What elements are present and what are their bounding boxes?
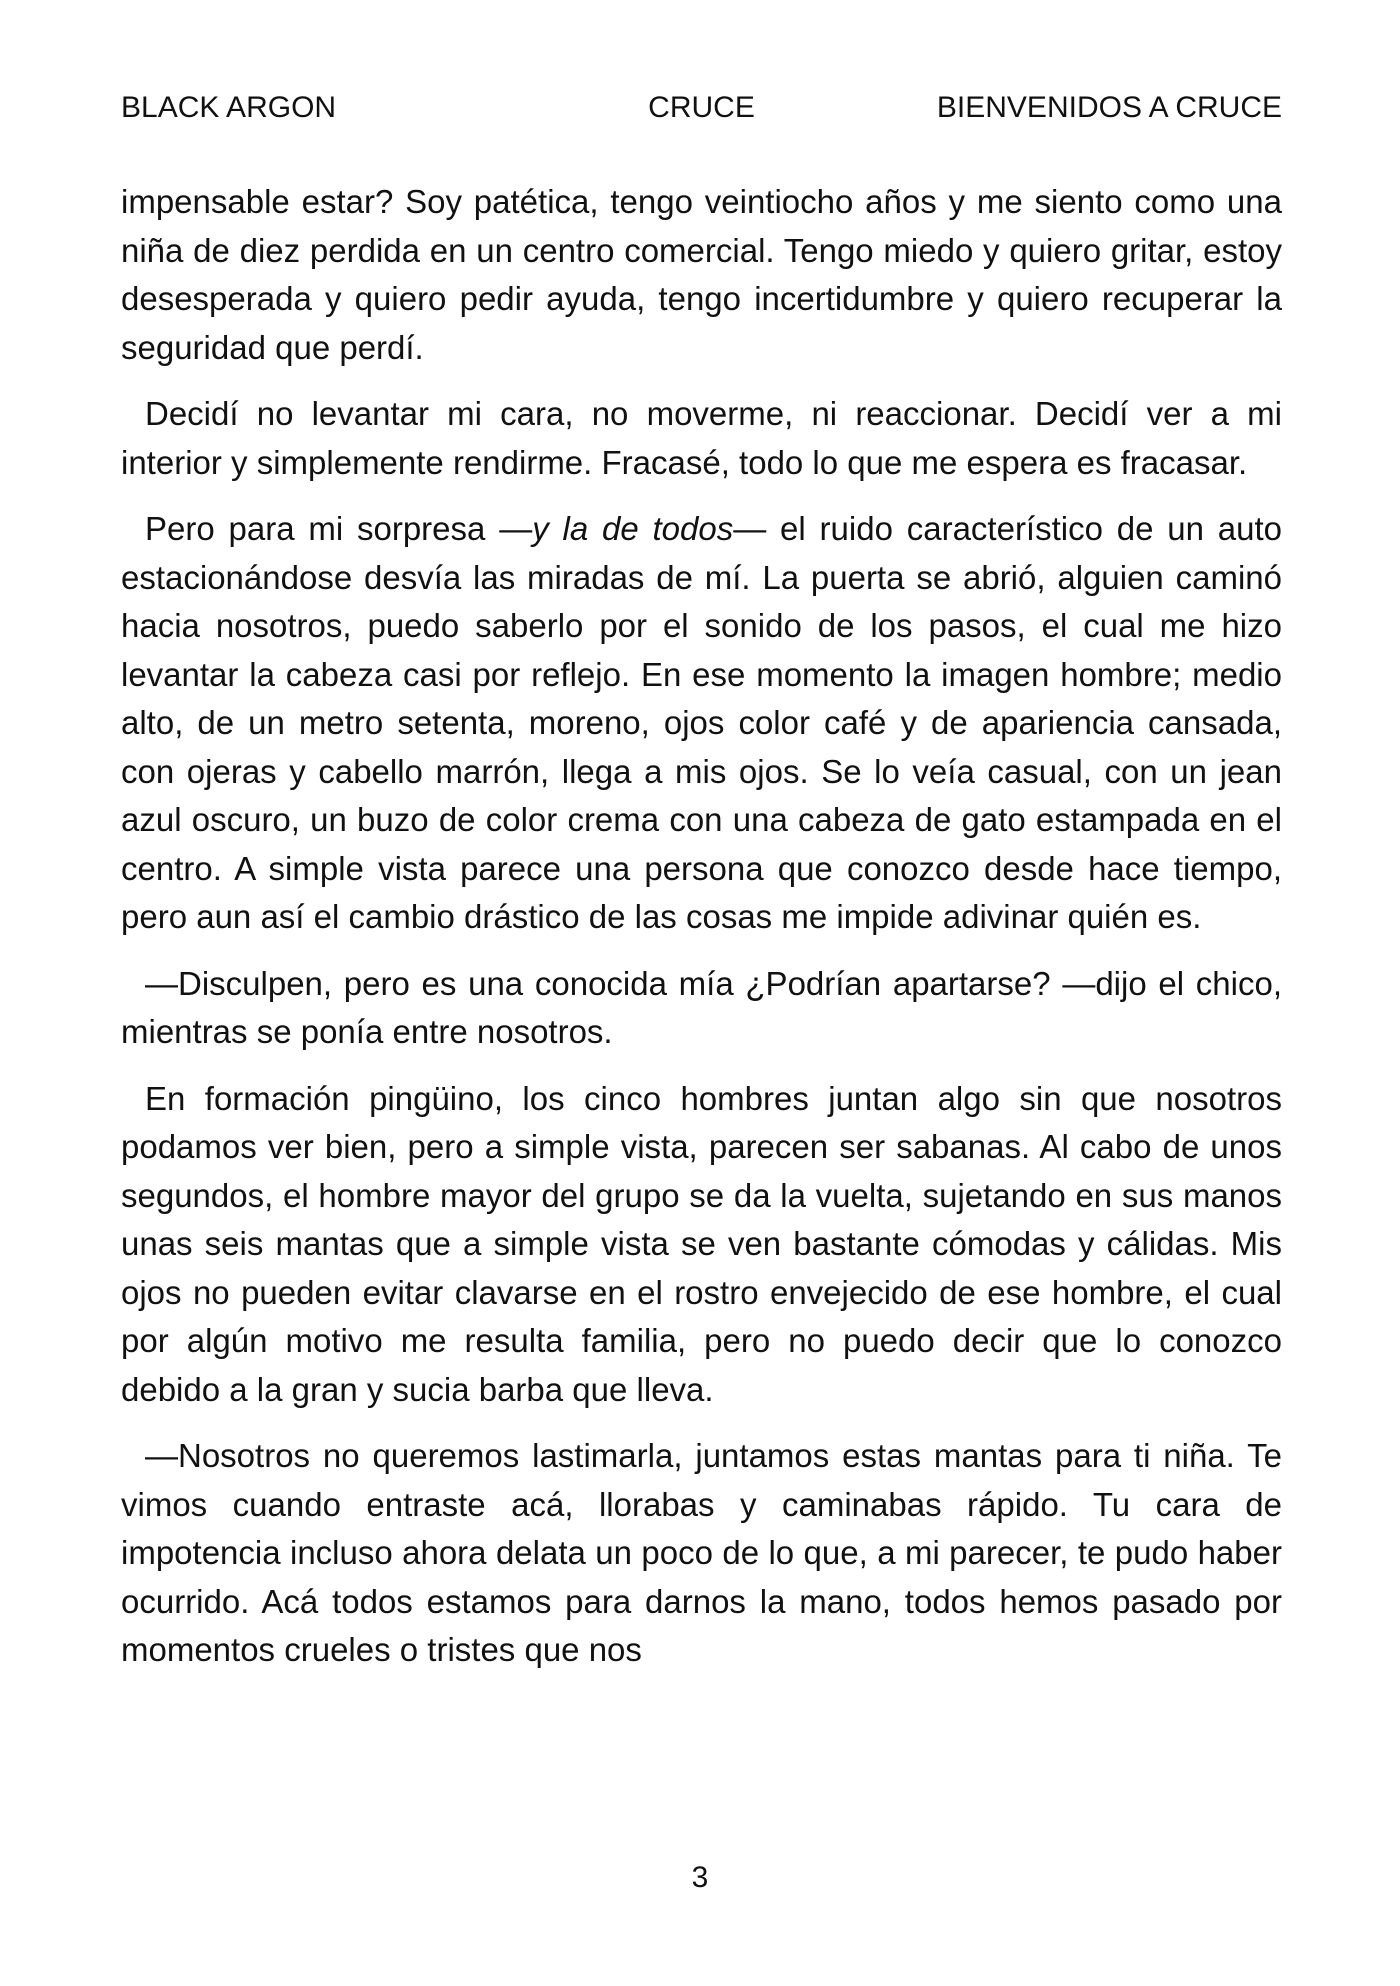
book-title: CRUCE <box>648 91 755 124</box>
paragraph-1: impensable estar? Soy patética, tengo veintiocho años y me siento como una niña de diez perdida en un centro comercial. Tengo miedo y quiero gritar, estoy desesperada y quiero pedir ayuda, tengo incertidumbre y quiero recuperar la seguridad que perdí. <box>121 183 1282 366</box>
running-header <box>121 88 1282 128</box>
body-text <box>121 178 1282 1693</box>
author-name: BLACK ARGON <box>121 91 337 124</box>
paragraph-3-rest: — el ruido característico de un auto estacionándose desvía las miradas de mí. La puerta se abrió, alguien caminó hacia nosotros, puedo saberlo por el sonido de los pasos, el cual me hizo levantar la cabeza casi por reflejo. En ese momento la imagen hombre; medio alto, de un metro setenta, moreno, ojos color café y de apariencia cansada, con ojeras y cabello marrón, llega a mis ojos. Se lo veía casual, con un jean azul oscuro, un buzo de color crema con una cabeza de gato estampada en el centro. A simple vista parece una persona que conozco desde hace tiempo, pero aun así el cambio drástico de las cosas me impide adivinar quién es. <box>121 510 1283 935</box>
paragraph-6: —Nosotros no queremos lastimarla, juntamos estas mantas para ti niña. Te vimos cuando entraste acá, llorabas y caminabas rápido. Tu cara de impotencia incluso ahora delata un poco de lo que, a mi parecer, te pudo haber ocurrido. Acá todos estamos para darnos la mano, todos hemos pasado por momentos crueles o tristes que nos <box>121 1437 1282 1668</box>
paragraph-2: Decidí no levantar mi cara, no moverme, ni reaccionar. Decidí ver a mi interior y simplemente rendirme. Fracasé, todo lo que me espera es fracasar. <box>121 395 1282 481</box>
page-number: 3 <box>691 1861 709 1894</box>
paragraph-3-italic-aside: y la de todos <box>532 510 734 547</box>
paragraph-3 <box>121 505 1282 942</box>
paragraph-3-start: Pero para mi sorpresa — <box>145 510 533 547</box>
paragraph-5: En formación pingüino, los cinco hombres juntan algo sin que nosotros podamos ver bien, pero a simple vista, parecen ser sabanas. Al cabo de unos segundos, el hombre mayor del grupo se da la vuelta, sujetando en sus manos unas seis mantas que a simple vista se ven bastante cómodas y cálidas. Mis ojos no pueden evitar clavarse en el rostro envejecido de ese hombre, el cual por algún motivo me resulta familia, pero no puedo decir que lo conozco debido a la gran y sucia barba que lleva. <box>121 1079 1282 1408</box>
paragraph-4: —Disculpen, pero es una conocida mía ¿Podrían apartarse? —dijo el chico, mientras se ponía entre nosotros. <box>121 964 1282 1050</box>
chapter-title: BIENVENIDOS A CRUCE <box>936 91 1282 124</box>
